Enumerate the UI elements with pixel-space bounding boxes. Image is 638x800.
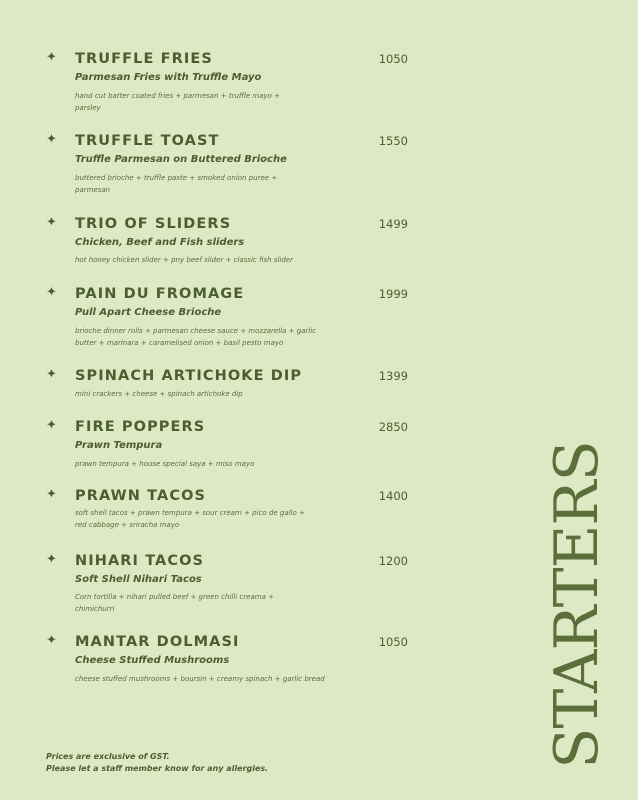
item-price: 1550 [378, 134, 408, 148]
item-price: 1050 [378, 635, 408, 649]
item-subtitle: Soft Shell Nihari Tacos [75, 574, 202, 585]
item-description-line: mini crackers + cheese + spinach artichoke dip [75, 390, 243, 398]
item-description-line: brioche dinner rolls + parmesan cheese sauce + mozzarella + garlic [75, 327, 317, 335]
item-description [75, 459, 325, 471]
item-subtitle: Pull Apart Cheese Brioche [75, 307, 222, 318]
item-name: FIRE POPPERS [75, 419, 206, 435]
item-description-line: prawn tempura + house special saya + miso mayo [75, 460, 255, 468]
item-description [75, 255, 335, 267]
item-description [75, 508, 325, 531]
item-description-line: cheese stuffed mushrooms + boursin + creamy spinach + garlic bread [75, 675, 325, 683]
four-point-star-icon: ✦ [46, 215, 57, 230]
four-point-star-icon: ✦ [46, 132, 57, 147]
item-price: 1499 [378, 217, 408, 231]
item-description-line: Corn tortilla + nihari pulled beef + green chilli creama + [75, 593, 274, 601]
item-price: 2850 [378, 420, 408, 434]
item-name: NIHARI TACOS [75, 553, 205, 569]
item-description-line: chimichurri [75, 604, 115, 613]
item-description [75, 91, 325, 114]
item-description [75, 173, 325, 196]
item-subtitle: Truffle Parmesan on Buttered Brioche [75, 154, 287, 165]
four-point-star-icon: ✦ [46, 367, 57, 382]
item-subtitle: Prawn Tempura [75, 440, 163, 451]
item-subtitle: Cheese Stuffed Mushrooms [75, 655, 230, 666]
item-name: PAIN DU FROMAGE [75, 286, 245, 302]
four-point-star-icon: ✦ [46, 633, 57, 648]
item-name: SPINACH ARTICHOKE DIP [75, 368, 303, 384]
footer-allergy-note: Please let a staff member know for any allergies. [46, 764, 269, 773]
four-point-star-icon: ✦ [46, 418, 57, 433]
four-point-star-icon: ✦ [46, 552, 57, 567]
item-name: MANTAR DOLMASI [75, 634, 240, 650]
item-description-line: red cabbage + sriracha mayo [75, 520, 180, 529]
item-subtitle: Parmesan Fries with Truffle Mayo [75, 72, 262, 83]
item-description-line: parsley [75, 103, 101, 112]
item-description [75, 389, 325, 401]
item-name: PRAWN TACOS [75, 488, 207, 504]
item-description-line: hand cut batter coated fries + parmesan + truffle mayo + [75, 92, 281, 100]
item-description-line: butter + marinara + caramelised onion + basil pesto mayo [75, 338, 284, 347]
four-point-star-icon: ✦ [46, 50, 57, 65]
item-description-line: hot honey chicken slider + pny beef slider + classic fish slider [75, 256, 293, 264]
item-price: 1200 [378, 554, 408, 568]
item-name: TRIO OF SLIDERS [75, 216, 232, 232]
item-price: 1050 [378, 52, 408, 66]
item-description-line: parmesan [75, 185, 111, 194]
section-title: STARTERS [542, 441, 612, 769]
item-description [75, 674, 345, 686]
four-point-star-icon: ✦ [46, 285, 57, 300]
footer-gst-note: Prices are exclusive of GST. [46, 752, 170, 761]
item-description-line: soft shell tacos + prawn tempura + sour cream + pico de gallo + [75, 509, 305, 517]
item-price: 1400 [378, 489, 408, 503]
item-name: TRUFFLE TOAST [75, 133, 220, 149]
item-subtitle: Chicken, Beef and Fish sliders [75, 237, 245, 248]
item-description-line: buttered brioche + truffle paste + smoked onion puree + [75, 174, 278, 182]
item-description [75, 326, 335, 349]
item-price: 1399 [378, 369, 408, 383]
item-description [75, 592, 325, 615]
item-name: TRUFFLE FRIES [75, 51, 213, 67]
item-price: 1999 [378, 287, 408, 301]
four-point-star-icon: ✦ [46, 487, 57, 502]
footer-note [46, 751, 306, 775]
